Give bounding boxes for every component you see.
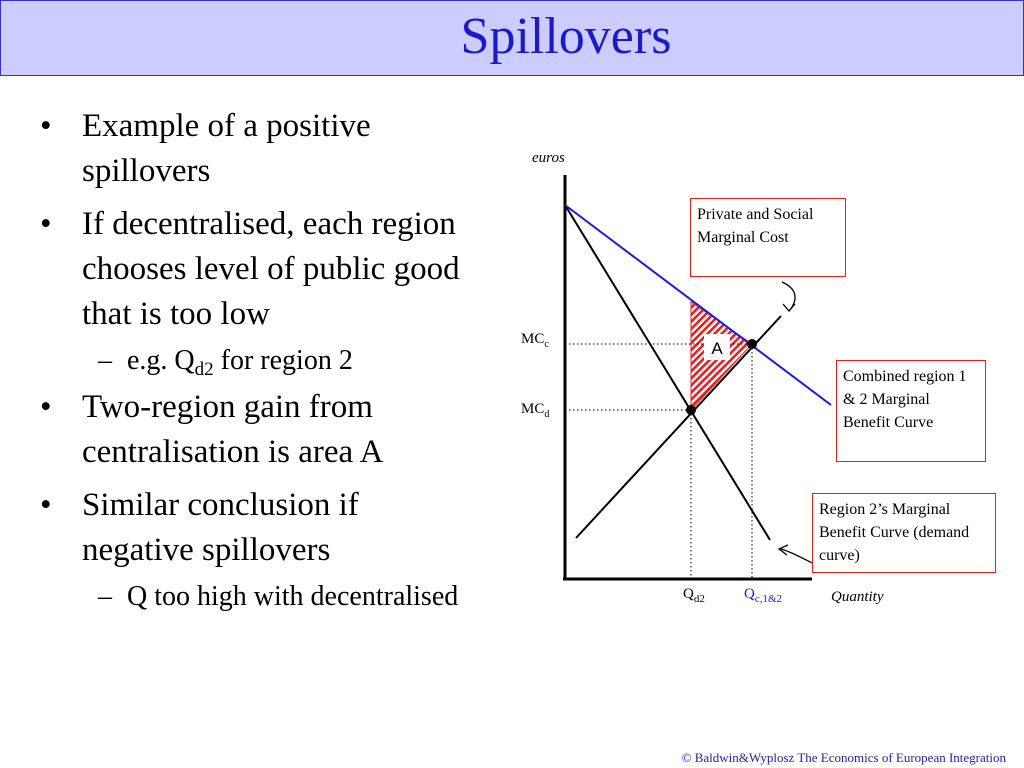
region2-callout [812,493,996,573]
sub-bullet-item: – e.g. $Q_{d2}$ for region 2 [98,345,353,380]
bullet-text: Similar conclusion if negative spillovers [82,487,359,568]
region2-callout-text: Region 2’s Marginal Benefit Curve (demand curve) [819,501,970,564]
area-a-label: A [711,339,723,358]
mc-c-label: $MC_c$ [521,331,549,350]
slide-title: Spillovers [460,8,672,65]
cost-callout-text: Private and Social Marginal Cost [697,206,814,246]
bullet-text: Two-region gain from centralisation is area A [82,389,384,470]
sub-bullet-item: – Q too high with decentralised [98,581,459,612]
sub-bullet-subscript: d2 [194,359,214,380]
sub-bullet-text: Q too high with decentralised [127,581,459,612]
bullet-text: Example of a positive spillovers [82,108,371,189]
sub-bullet-text-end: for region 2 [213,345,353,376]
mc-d-label: $MC_d$ [521,401,550,420]
q-d2-label: $Q_{d2}$ [683,586,705,605]
cost-callout [690,198,846,277]
bullet-item: • Two-region gain from centralisation is area A [40,389,384,470]
q-c-label: $Q_{c,1\&2}$ [744,586,783,605]
sub-bullet-text: e.g. Q [127,345,195,376]
x-axis-label: Quantity [831,589,884,605]
bullet-item: • Similar conclusion if negative spillovers [40,487,359,568]
footer-credit: © Baldwin&Wyplosz The Economics of European Integration [681,750,1006,765]
bullet-item: • If decentralised, each region chooses level of public good that is too low [40,206,460,332]
decentralised-equilibrium-point [686,405,696,415]
y-axis-label: euros [532,150,565,166]
marginal-cost-curve [576,316,781,538]
combined-callout [836,360,986,462]
bullet-text: If decentralised, each region chooses level of public good that is too low [82,206,460,332]
bullet-item: • Example of a positive spillovers [40,108,371,189]
combined-callout-text: Combined region 1 & 2 Marginal Benefit Curve [843,368,967,431]
centralised-equilibrium-point [747,339,757,349]
